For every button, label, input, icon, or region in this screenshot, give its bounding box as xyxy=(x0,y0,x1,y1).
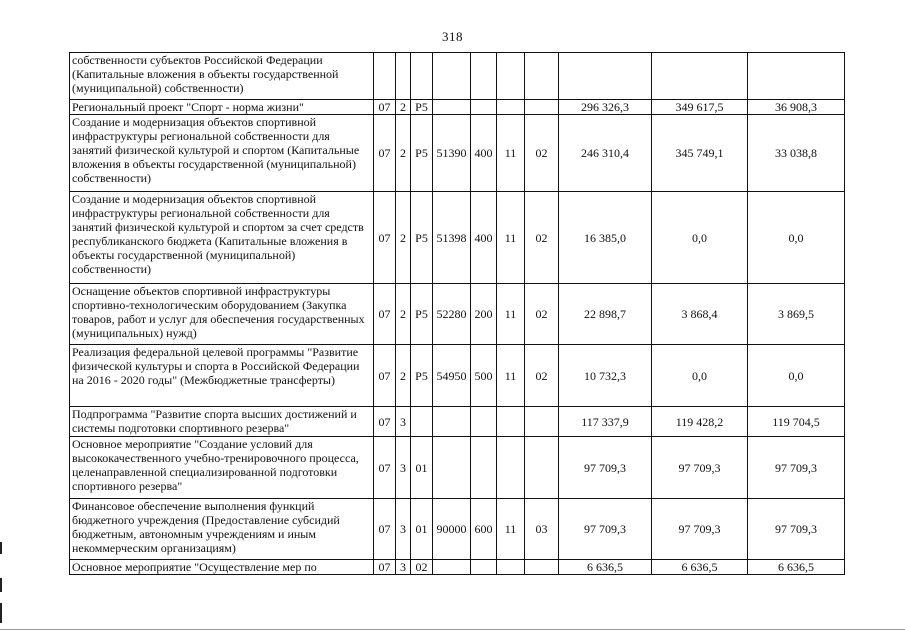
rz-cell: 07 xyxy=(374,407,396,437)
code-cell-8: 02 xyxy=(525,284,559,345)
csr-program-cell xyxy=(411,53,433,100)
amount-year1-cell xyxy=(559,53,652,100)
amount-year3-cell: 6 636,5 xyxy=(748,560,845,575)
table-row xyxy=(70,345,845,407)
vr-cell: 200 xyxy=(471,284,497,345)
amount-year2-cell xyxy=(652,53,748,100)
csr-program-cell: P5 xyxy=(411,115,433,192)
rz-cell: 07 xyxy=(374,115,396,192)
vr-cell: 600 xyxy=(471,499,497,560)
row-name-cell: Региональный проект "Спорт - норма жизни" xyxy=(70,100,374,115)
code-cell-8 xyxy=(525,437,559,499)
amount-year3-cell: 97 709,3 xyxy=(748,499,845,560)
csr-program-cell: 01 xyxy=(411,437,433,499)
table-row xyxy=(70,192,845,284)
vr-cell xyxy=(471,407,497,437)
code-cell-7 xyxy=(497,100,525,115)
amount-year3-cell: 36 908,3 xyxy=(748,100,845,115)
table-row xyxy=(70,100,845,115)
table-row xyxy=(70,115,845,192)
amount-year3-cell xyxy=(748,53,845,100)
csr-program-cell: 02 xyxy=(411,560,433,575)
code-cell-7: 11 xyxy=(497,115,525,192)
vr-cell: 400 xyxy=(471,115,497,192)
amount-year2-cell: 3 868,4 xyxy=(652,284,748,345)
csr-program-cell: P5 xyxy=(411,284,433,345)
amount-year2-cell: 0,0 xyxy=(652,345,748,407)
code-cell-8: 02 xyxy=(525,115,559,192)
csr-direction-cell xyxy=(433,53,471,100)
amount-year2-cell: 119 428,2 xyxy=(652,407,748,437)
row-name-cell: Основное мероприятие "Осуществление мер по xyxy=(70,560,374,575)
amount-year1-cell: 16 385,0 xyxy=(559,192,652,284)
pr-cell: 3 xyxy=(396,499,411,560)
amount-year3-cell: 33 038,8 xyxy=(748,115,845,192)
code-cell-8: 02 xyxy=(525,192,559,284)
rz-cell: 07 xyxy=(374,284,396,345)
csr-direction-cell: 52280 xyxy=(433,284,471,345)
pr-cell: 2 xyxy=(396,115,411,192)
vr-cell: 400 xyxy=(471,192,497,284)
budget-table xyxy=(69,52,845,575)
table-row xyxy=(70,407,845,437)
amount-year2-cell: 345 749,1 xyxy=(652,115,748,192)
amount-year2-cell: 6 636,5 xyxy=(652,560,748,575)
amount-year3-cell: 119 704,5 xyxy=(748,407,845,437)
scan-edge-mark xyxy=(0,578,2,592)
row-name-cell: собственности субъектов Российской Федерации (Капитальные вложения в объекты государственной (муниципальной) собственности) xyxy=(70,53,374,100)
pr-cell: 2 xyxy=(396,100,411,115)
csr-program-cell xyxy=(411,407,433,437)
pr-cell: 3 xyxy=(396,560,411,575)
row-name-cell: Создание и модернизация объектов спортивной инфраструктуры региональной собственности для занятий физической культурой и спортом (Капитальные вложения в объекты государственной (муниципальной) собственности) xyxy=(70,115,374,192)
csr-program-cell: 01 xyxy=(411,499,433,560)
row-name-cell: Основное мероприятие "Создание условий для высококачественного учебно-тренировочного процесса, целенаправленной специализированной подготовки спортивного резерва" xyxy=(70,437,374,499)
amount-year1-cell: 10 732,3 xyxy=(559,345,652,407)
amount-year2-cell: 97 709,3 xyxy=(652,499,748,560)
code-cell-7 xyxy=(497,560,525,575)
amount-year2-cell: 349 617,5 xyxy=(652,100,748,115)
amount-year2-cell: 97 709,3 xyxy=(652,437,748,499)
csr-direction-cell xyxy=(433,437,471,499)
amount-year1-cell: 117 337,9 xyxy=(559,407,652,437)
code-cell-8 xyxy=(525,53,559,100)
code-cell-8: 02 xyxy=(525,345,559,407)
amount-year1-cell: 6 636,5 xyxy=(559,560,652,575)
amount-year3-cell: 3 869,5 xyxy=(748,284,845,345)
csr-direction-cell: 51390 xyxy=(433,115,471,192)
pr-cell: 2 xyxy=(396,192,411,284)
code-cell-7: 11 xyxy=(497,499,525,560)
amount-year1-cell: 296 326,3 xyxy=(559,100,652,115)
page-number: 318 xyxy=(442,29,463,44)
table-row xyxy=(70,499,845,560)
row-name-cell: Оснащение объектов спортивной инфраструктуры спортивно-технологическим оборудованием (Закупка товаров, работ и услуг для обеспечения государственных (муниципальных) нужд) xyxy=(70,284,374,345)
amount-year1-cell: 22 898,7 xyxy=(559,284,652,345)
row-name-cell: Создание и модернизация объектов спортивной инфраструктуры региональной собственности для занятий физической культурой и спортом за счет средств республиканского бюджета (Капитальные вложения в объекты государственной (муниципальной) собственности) xyxy=(70,192,374,284)
rz-cell: 07 xyxy=(374,499,396,560)
rz-cell xyxy=(374,53,396,100)
row-name-cell: Финансовое обеспечение выполнения функций бюджетного учреждения (Предоставление субсидий бюджетным, автономным учреждениям и иным некоммерческим организациям) xyxy=(70,499,374,560)
csr-program-cell: P5 xyxy=(411,345,433,407)
vr-cell xyxy=(471,437,497,499)
code-cell-7: 11 xyxy=(497,284,525,345)
rz-cell: 07 xyxy=(374,437,396,499)
amount-year3-cell: 0,0 xyxy=(748,345,845,407)
code-cell-7 xyxy=(497,437,525,499)
amount-year2-cell: 0,0 xyxy=(652,192,748,284)
scan-bottom-edge xyxy=(0,629,905,630)
pr-cell xyxy=(396,53,411,100)
code-cell-8 xyxy=(525,560,559,575)
code-cell-7 xyxy=(497,53,525,100)
row-name-cell: Подпрограмма "Развитие спорта высших достижений и системы подготовки спортивного резерва" xyxy=(70,407,374,437)
csr-direction-cell: 90000 xyxy=(433,499,471,560)
csr-direction-cell xyxy=(433,100,471,115)
table-row xyxy=(70,284,845,345)
table-row xyxy=(70,560,845,575)
amount-year1-cell: 97 709,3 xyxy=(559,499,652,560)
rz-cell: 07 xyxy=(374,100,396,115)
table-row xyxy=(70,53,845,100)
csr-direction-cell xyxy=(433,407,471,437)
amount-year1-cell: 246 310,4 xyxy=(559,115,652,192)
code-cell-7: 11 xyxy=(497,192,525,284)
scan-edge-mark xyxy=(0,542,2,554)
vr-cell: 500 xyxy=(471,345,497,407)
csr-program-cell: P5 xyxy=(411,192,433,284)
pr-cell: 3 xyxy=(396,407,411,437)
csr-program-cell: P5 xyxy=(411,100,433,115)
amount-year3-cell: 0,0 xyxy=(748,192,845,284)
code-cell-8 xyxy=(525,100,559,115)
csr-direction-cell: 51398 xyxy=(433,192,471,284)
csr-direction-cell xyxy=(433,560,471,575)
pr-cell: 3 xyxy=(396,437,411,499)
vr-cell xyxy=(471,560,497,575)
table-row xyxy=(70,437,845,499)
csr-direction-cell: 54950 xyxy=(433,345,471,407)
code-cell-8 xyxy=(525,407,559,437)
vr-cell xyxy=(471,53,497,100)
rz-cell: 07 xyxy=(374,192,396,284)
scan-edge-mark xyxy=(0,603,2,623)
row-name-cell: Реализация федеральной целевой программы "Развитие физической культуры и спорта в Российской Федерации на 2016 - 2020 годы" (Межбюджетные трансферты) xyxy=(70,345,374,407)
vr-cell xyxy=(471,100,497,115)
rz-cell: 07 xyxy=(374,345,396,407)
amount-year3-cell: 97 709,3 xyxy=(748,437,845,499)
rz-cell: 07 xyxy=(374,560,396,575)
code-cell-8: 03 xyxy=(525,499,559,560)
pr-cell: 2 xyxy=(396,345,411,407)
code-cell-7: 11 xyxy=(497,345,525,407)
amount-year1-cell: 97 709,3 xyxy=(559,437,652,499)
code-cell-7 xyxy=(497,407,525,437)
pr-cell: 2 xyxy=(396,284,411,345)
